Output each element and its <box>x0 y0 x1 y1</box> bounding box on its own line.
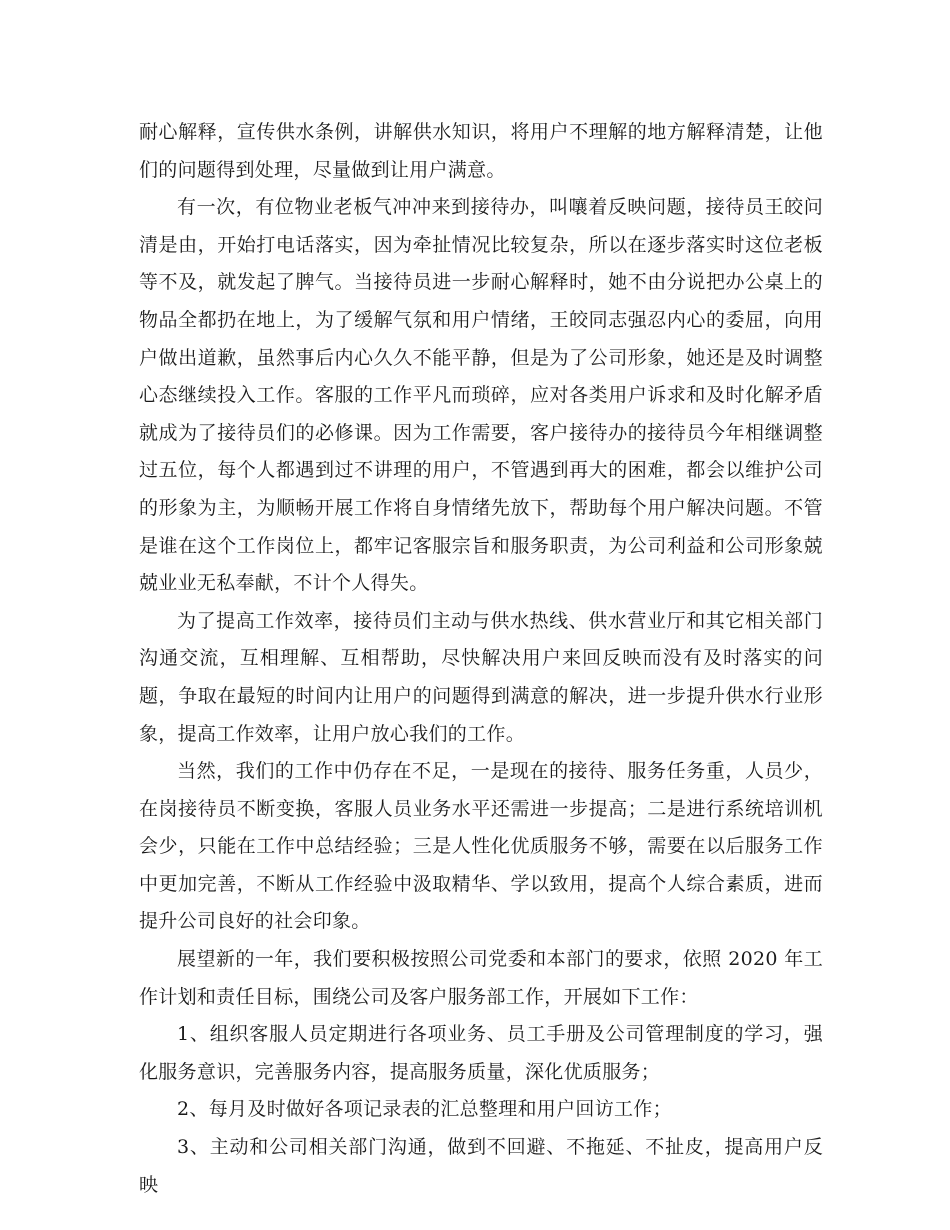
paragraph-5: 展望新的一年，我们要积极按照公司党委和本部门的要求，依照 2020 年工作计划和责任目标，围绕公司及客户服务部工作，开展如下工作： <box>139 948 823 1008</box>
paragraph-1: 耐心解释，宣传供水条例，讲解供水知识，将用户不理解的地方解释清楚，让他们的问题得到处理，尽量做到让用户满意。 <box>139 121 823 181</box>
list-item-3: 3、主动和公司相关部门沟通，做到不回避、不拖延、不扯皮，提高用户反映 <box>139 1136 823 1196</box>
paragraph-2: 有一次，有位物业老板气冲冲来到接待办，叫嚷着反映问题，接待员王皎问清是由，开始打电话落实，因为牵扯情况比较复杂，所以在逐步落实时这位老板等不及，就发起了脾气。当接待员进一步耐心解释时，她不由分说把办公桌上的物品全都扔在地上，为了缓解气氛和用户情绪，王皎同志强忍内心的委屈，向用户做出道歉，虽然事后内心久久不能平静，但是为了公司形象，她还是及时调整心态继续投入工作。客服的工作平凡而琐碎，应对各类用户诉求和及时化解矛盾就成为了接待员们的必修课。因为工作需要，客户接待办的接待员今年相继调整过五位，每个人都遇到过不讲理的用户，不管遇到再大的困难，都会以维护公司的形象为主，为顺畅开展工作将自身情绪先放下，帮助每个用户解决问题。不管是谁在这个工作岗位上，都牢记客服宗旨和服务职责，为公司利益和公司形象兢兢业业无私奉献，不计个人得失。 <box>139 196 823 595</box>
paragraph-3: 为了提高工作效率，接待员们主动与供水热线、供水营业厅和其它相关部门沟通交流，互相理解、互相帮助，尽快解决用户来回反映而没有及时落实的问题，争取在最短的时间内让用户的问题得到满意的解决，进一步提升供水行业形象，提高工作效率，让用户放心我们的工作。 <box>139 609 823 745</box>
list-item-2: 2、每月及时做好各项记录表的汇总整理和用户回访工作； <box>177 1098 672 1121</box>
list-item-1: 1、组织客服人员定期进行各项业务、员工手册及公司管理制度的学习，强化服务意识，完善服务内容，提高服务质量，深化优质服务； <box>139 1023 823 1083</box>
paragraph-4: 当然，我们的工作中仍存在不足，一是现在的接待、服务任务重，人员少，在岗接待员不断变换，客服人员业务水平还需进一步提高；二是进行系统培训机会少，只能在工作中总结经验；三是人性化优质服务不够，需要在以后服务工作中更加完善，不断从工作经验中汲取精华、学以致用，提高个人综合素质，进而提升公司良好的社会印象。 <box>139 760 823 933</box>
